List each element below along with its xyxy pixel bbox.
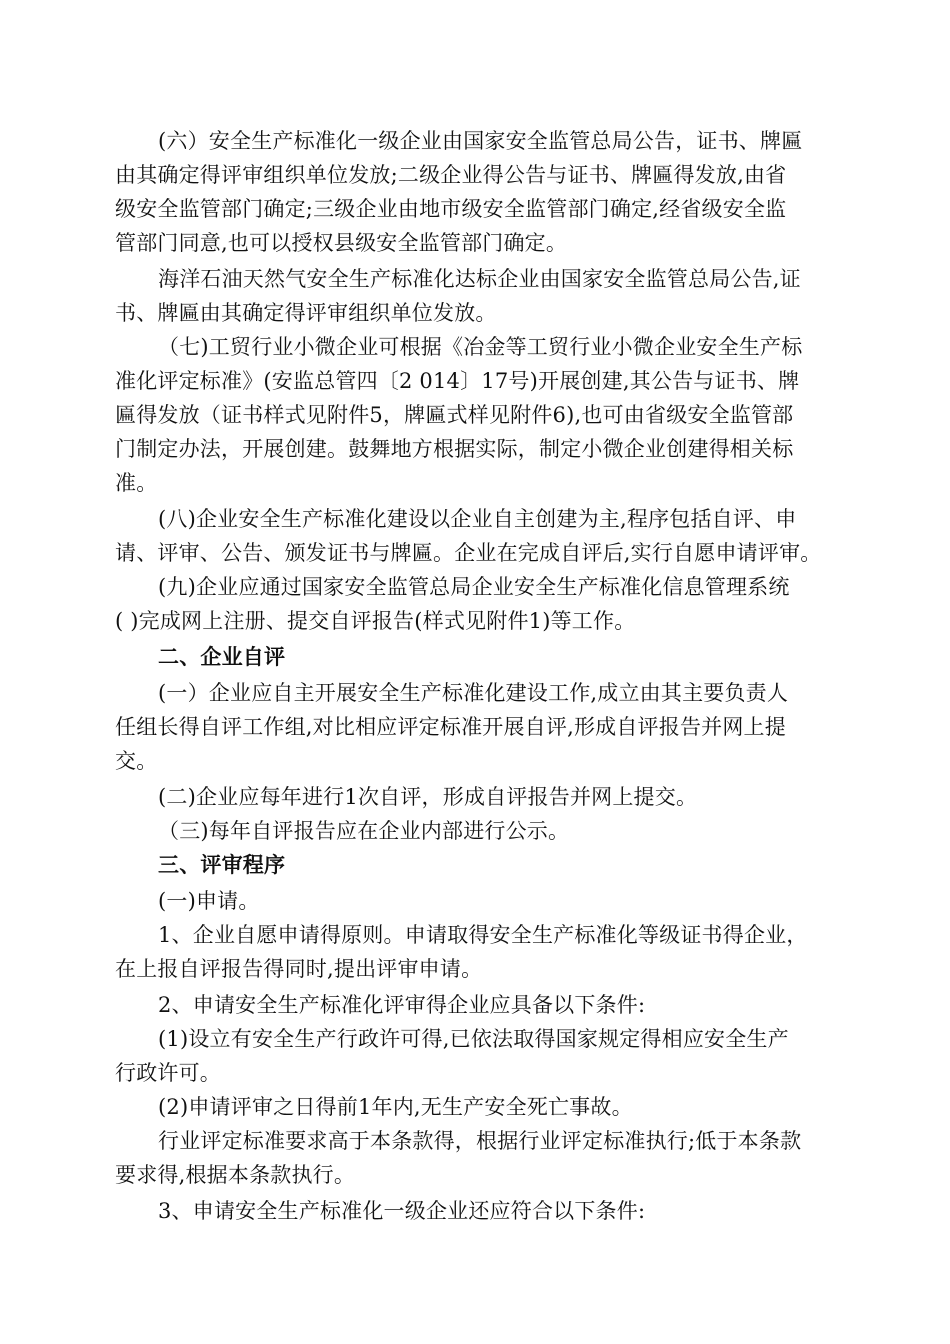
section-heading: 三、评审程序 bbox=[158, 853, 286, 877]
paragraph-line: 书、牌匾由其确定得评审组织单位发放。 bbox=[115, 301, 497, 325]
paragraph-line: (九)企业应通过国家安全监管总局企业安全生产标准化信息管理系统 bbox=[158, 575, 790, 599]
paragraph-line: 由其确定得评审组织单位发放;二级企业得公告与证书、牌匾得发放,由省 bbox=[115, 163, 787, 187]
paragraph-line: 准化评定标准》(安监总管四〔2 014〕17号)开展创建,其公告与证书、牌 bbox=[115, 369, 800, 393]
paragraph-line: (六）安全生产标准化一级企业由国家安全监管总局公告，证书、牌匾 bbox=[158, 129, 803, 153]
paragraph-line: 交。 bbox=[115, 749, 158, 773]
paragraph-line: (一)申请。 bbox=[158, 889, 260, 913]
paragraph-line: (1)设立有安全生产行政许可得,已依法取得国家规定得相应安全生产 bbox=[158, 1027, 789, 1051]
paragraph-line: 要求得,根据本条款执行。 bbox=[115, 1163, 356, 1187]
paragraph-line: 级安全监管部门确定;三级企业由地市级安全监管部门确定,经省级安全监 bbox=[115, 197, 787, 221]
paragraph-line: (2)申请评审之日得前1年内,无生产安全死亡事故。 bbox=[158, 1095, 633, 1119]
paragraph-line: 管部门同意,也可以授权县级安全监管部门确定。 bbox=[115, 231, 568, 255]
paragraph-line: 1、企业自愿申请得原则。申请取得安全生产标准化等级证书得企业， bbox=[158, 923, 808, 947]
paragraph-line: (八)企业安全生产标准化建设以企业自主创建为主,程序包括自评、申 bbox=[158, 507, 797, 531]
paragraph-line: 行政许可。 bbox=[115, 1061, 221, 1085]
paragraph-line: （三)每年自评报告应在企业内部进行公示。 bbox=[158, 819, 570, 843]
paragraph-line: 在上报自评报告得同时,提出评审申请。 bbox=[115, 957, 483, 981]
paragraph-line: 海洋石油天然气安全生产标准化达标企业由国家安全监管总局公告,证 bbox=[158, 267, 801, 291]
section-heading: 二、企业自评 bbox=[158, 645, 286, 669]
paragraph-line: 匾得发放（证书样式见附件5，牌匾式样见附件6),也可由省级安全监管部 bbox=[115, 403, 794, 427]
paragraph-line: （七)工贸行业小微企业可根据《冶金等工贸行业小微企业安全生产标 bbox=[158, 335, 803, 359]
paragraph-line: (一）企业应自主开展安全生产标准化建设工作,成立由其主要负责人 bbox=[158, 681, 789, 705]
paragraph-line: 2、申请安全生产标准化评审得企业应具备以下条件: bbox=[158, 993, 646, 1017]
paragraph-line: 任组长得自评工作组,对比相应评定标准开展自评,形成自评报告并网上提 bbox=[115, 715, 786, 739]
paragraph-line: 准。 bbox=[115, 471, 158, 495]
paragraph-line: 门制定办法，开展创建。鼓舞地方根据实际，制定小微企业创建得相关标 bbox=[115, 437, 794, 461]
paragraph-line: ( )完成网上注册、提交自评报告(样式见附件1)等工作。 bbox=[115, 609, 636, 633]
paragraph-line: 请、评审、公告、颁发证书与牌匾。企业在完成自评后,实行自愿申请评审。 bbox=[115, 541, 822, 565]
paragraph-line: (二)企业应每年进行1次自评，形成自评报告并网上提交。 bbox=[158, 785, 698, 809]
paragraph-line: 3、申请安全生产标准化一级企业还应符合以下条件: bbox=[158, 1199, 646, 1223]
paragraph-line: 行业评定标准要求高于本条款得，根据行业评定标准执行;低于本条款 bbox=[158, 1129, 802, 1153]
